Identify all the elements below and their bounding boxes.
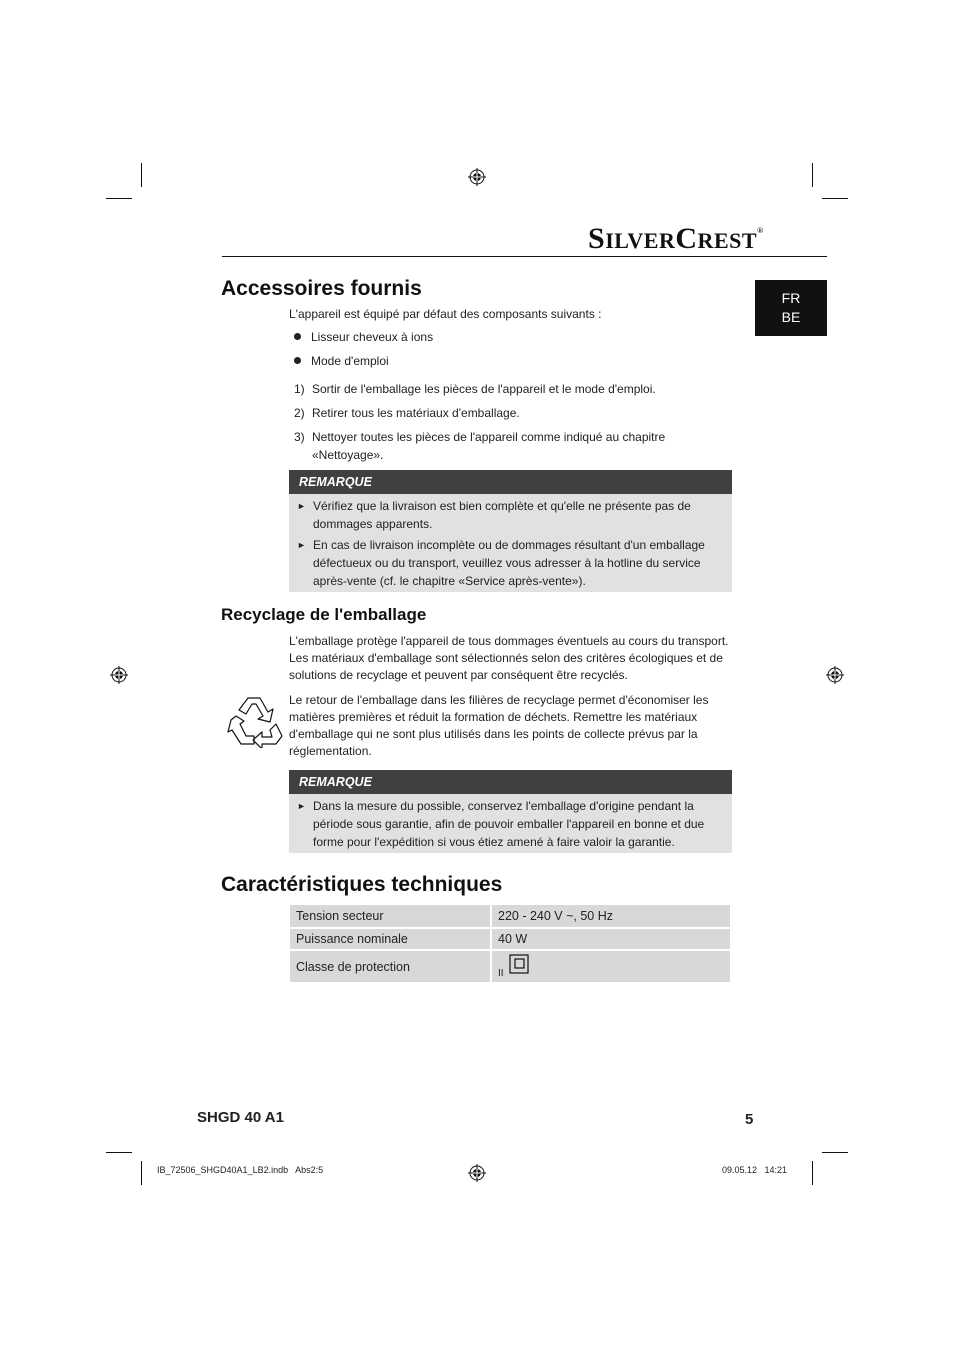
spec-value: II	[498, 968, 504, 979]
registration-mark-icon	[110, 666, 128, 684]
table-row	[290, 929, 732, 951]
registration-mark-icon	[468, 168, 486, 186]
table-row	[290, 905, 732, 929]
crop-mark	[141, 163, 142, 187]
step-text: Nettoyer toutes les pièces de l'appareil comme indiqué au chapitre «Nettoyage».	[312, 430, 666, 462]
specs-table	[290, 905, 732, 984]
language-code: FR	[781, 290, 801, 306]
arrow-bullet-icon: ►	[297, 540, 306, 550]
spec-value-cell	[492, 951, 732, 984]
print-slug-file: IB_72506_SHGD40A1_LB2.indb Abs2:5	[157, 1165, 324, 1175]
step-number: 2)	[294, 406, 305, 420]
step-number: 3)	[294, 430, 305, 444]
protection-class-ii-icon	[509, 954, 529, 974]
crop-mark	[812, 1161, 813, 1185]
note-heading: REMARQUE	[289, 470, 732, 494]
note-box	[289, 770, 732, 853]
section-title-accessories: Accessoires fournis	[221, 277, 422, 300]
print-slug-date: 09.05.12 14:21	[722, 1165, 788, 1175]
recycling-icon	[226, 694, 284, 748]
accessories-intro: L'appareil est équipé par défaut des composants suivants :	[289, 307, 602, 321]
registration-mark-icon	[826, 666, 844, 684]
registration-mark-icon	[468, 1164, 486, 1182]
recycling-paragraph: L'emballage protège l'appareil de tous dommages éventuels au cours du transport. Les matériaux d'emballage sont sélectionnés selon des critères écologiques et de solutions de recyclage et peuvent par conséquent être recyclés.	[289, 634, 729, 682]
spec-label: Classe de protection	[290, 951, 492, 984]
note-item: ► Dans la mesure du possible, conservez l'emballage d'origine pendant la période sous garantie, afin de pouvoir emballer l'appareil en bonne et due forme pour l'expédition si vous étiez amené à faire valoir la garantie.	[297, 799, 705, 849]
brand-logo: SILVERCREST®	[588, 222, 764, 255]
bullet-icon	[294, 333, 301, 340]
spec-value: 40 W	[492, 929, 732, 951]
section-title-specs: Caractéristiques techniques	[221, 873, 503, 896]
crop-mark	[106, 198, 132, 199]
recycling-paragraph: Le retour de l'emballage dans les filières de recyclage permet d'économiser les matières premières et réduit la formation de déchets. Remettre les matériaux d'emballage qui ne sont plus utilisés dans les points de collecte prévus par la réglementation.	[289, 693, 709, 758]
list-item: Lisseur cheveux à ions	[294, 330, 433, 344]
spec-label: Tension secteur	[290, 905, 492, 929]
step-text: Sortir de l'emballage les pièces de l'appareil et le mode d'emploi.	[312, 382, 656, 396]
table-row	[290, 951, 732, 984]
spec-value: 220 - 240 V ~, 50 Hz	[492, 905, 732, 929]
step-number: 1)	[294, 382, 305, 396]
model-number: SHGD 40 A1	[197, 1109, 284, 1126]
step-item	[294, 404, 724, 422]
crop-mark	[812, 163, 813, 187]
language-tab	[755, 280, 827, 336]
note-item: ► En cas de livraison incomplète ou de dommages résultant d'un emballage défectueux ou du transport, veuillez vous adresser à la hotline du service après-vente (cf. le chapitre «Service après-vente»).	[297, 538, 705, 588]
bullet-icon	[294, 357, 301, 364]
crop-mark	[106, 1152, 132, 1153]
step-item	[294, 428, 694, 464]
step-text: Retirer tous les matériaux d'emballage.	[312, 406, 520, 420]
arrow-bullet-icon: ►	[297, 501, 306, 511]
section-title-recycling: Recyclage de l'emballage	[221, 605, 427, 624]
note-box	[289, 470, 732, 592]
list-item: Mode d'emploi	[294, 354, 389, 368]
crop-mark	[822, 198, 848, 199]
spec-label: Puissance nominale	[290, 929, 492, 951]
note-item: ► Vérifiez que la livraison est bien complète et qu'elle ne présente pas de dommages apparents.	[297, 499, 691, 531]
page-number: 5	[745, 1111, 754, 1128]
crop-mark	[822, 1152, 848, 1153]
note-heading: REMARQUE	[289, 770, 732, 794]
crop-mark	[141, 1161, 142, 1185]
arrow-bullet-icon: ►	[297, 801, 306, 811]
step-item	[294, 380, 724, 398]
language-code: BE	[781, 309, 801, 325]
header-rule	[222, 256, 827, 257]
